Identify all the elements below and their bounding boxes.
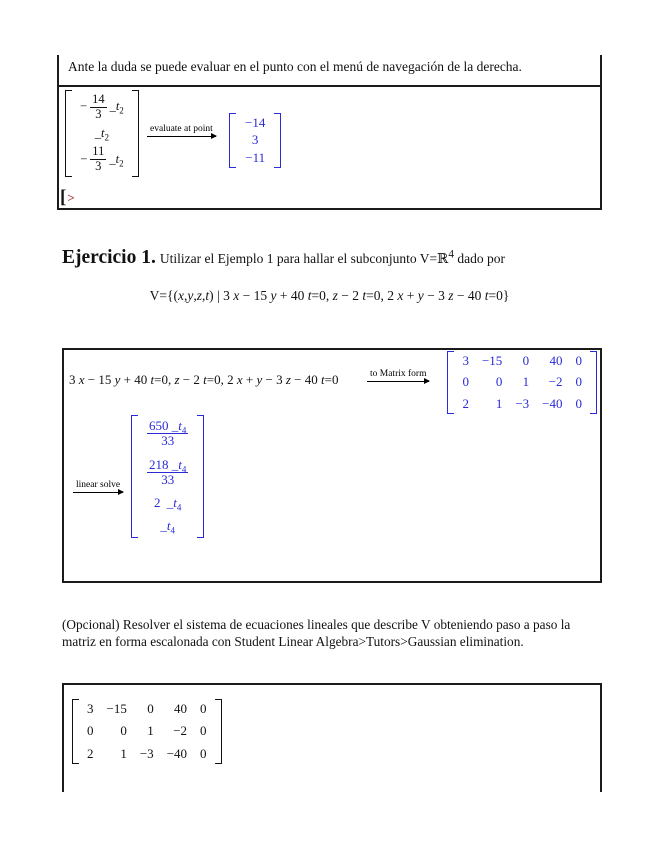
matrix-cell: 1 (522, 374, 530, 390)
arrow-line (73, 492, 123, 493)
matrix-cell: −2 (548, 374, 563, 390)
matrix-bracket (215, 699, 222, 764)
matrix-cell: 0 (495, 374, 503, 390)
arrow-label: evaluate at point (150, 124, 213, 134)
matrix-cell: 0 (200, 723, 207, 739)
exercise-title: Ejercicio 1. (62, 247, 156, 268)
matrix-cell: −40 (542, 395, 563, 411)
exercise-intro-tail: dado por (454, 251, 506, 266)
matrix-cell: 1 (495, 395, 503, 411)
matrix-bracket (132, 90, 139, 177)
matrix-bracket (131, 415, 138, 538)
linear-solve-arrow (73, 480, 123, 493)
matrix-cell: −15 (106, 701, 127, 716)
arrow-line (147, 136, 216, 137)
matrix-cell: 0 (147, 701, 154, 716)
matrix-cell: −15 (481, 353, 503, 368)
worksheet-group-top (57, 55, 602, 210)
reals-symbol: ℝ (437, 251, 449, 266)
reals-exponent: 4 (448, 248, 455, 261)
matrix-cell: 0 (575, 395, 582, 411)
matrix-bracket (274, 113, 281, 168)
matrix-cell: 2 (87, 745, 94, 761)
matrix-cell: 2 $\_t_4$ (154, 495, 182, 513)
parametric-solution-matrix (65, 90, 139, 177)
maple-input-prompt[interactable] (60, 188, 75, 207)
matrix-cell: −3 (515, 395, 530, 411)
matrix-cell: 0 (575, 374, 582, 390)
coefficient-matrix (447, 351, 597, 414)
matrix-cell: 40 (174, 701, 188, 716)
matrix-cell: −40 (166, 745, 188, 761)
matrix-cell: −11 (245, 149, 266, 165)
evaluation-output-region (59, 87, 600, 208)
prompt-bracket: [ (60, 187, 67, 208)
matrix-bracket (197, 415, 204, 538)
matrix-cell: 3 (251, 132, 259, 148)
matrix-cell: 3 (462, 353, 469, 368)
matrix-cell: $\_t_4$ (160, 518, 175, 537)
arrow-label: linear solve (76, 480, 121, 490)
arrow-label: to Matrix form (370, 369, 427, 379)
worksheet-group-work (62, 348, 602, 583)
matrix-cell: 0 (200, 745, 207, 761)
matrix-cell: −14 (245, 115, 266, 130)
matrix-cell: 1 (120, 745, 127, 761)
matrix-cell: 0 (522, 353, 530, 368)
matrix-cell: $\frac{650 \_t_4}{33}$ (149, 418, 187, 449)
matrix-bracket (590, 351, 597, 414)
matrix-cell: 0 (200, 701, 207, 716)
matrix-cell: −3 (139, 745, 154, 761)
optional-note: (Opcional) Resolver el sistema de ecuaciones lineales que describe V obteniendo paso a paso la matriz en forma escalonada con Student Linear Algebra>Tutors>Gaussian elimination. (62, 617, 571, 650)
note-text: Ante la duda se puede evaluar en el punto con el menú de navegación de la derecha. (59, 55, 600, 87)
matrix-cell: 40 (549, 353, 563, 368)
matrix-bracket (65, 90, 72, 177)
matrix-cell: 0 (120, 723, 127, 739)
matrix-bracket (72, 699, 79, 764)
set-definition: V={(x,y,z,t) | 3 x − 15 y + 40 t=0, z − 2 t=0, 2 x + y − 3 z − 40 t=0} (149, 288, 510, 303)
matrix-cell: 0 (462, 374, 469, 390)
solution-vector (131, 415, 204, 538)
matrix-cell: −2 (173, 723, 188, 739)
exercise-heading (62, 247, 505, 269)
matrix-cell: $\frac{218 \_t_4}{33}$ (149, 456, 187, 487)
matrix-cell: − $\frac{11}{3}$ $\_t_2$ (80, 144, 124, 173)
evaluated-result-matrix (229, 113, 281, 168)
matrix-bracket (447, 351, 454, 414)
evaluate-at-point-arrow (147, 124, 216, 137)
matrix-cell: 2 (462, 395, 469, 411)
matrix-cell: 3 (87, 701, 94, 716)
matrix-cell: 1 (147, 723, 154, 739)
arrow-line (367, 381, 429, 382)
to-matrix-form-arrow (367, 369, 429, 382)
exercise-intro-text: Utilizar el Ejemplo 1 para hallar el subconjunto V= (159, 251, 438, 266)
matrix-cell: − $\frac{14}{3}$ $\_t_2$ (80, 92, 124, 121)
matrix-cell: $\_t_2$ (94, 125, 110, 142)
worksheet-group-bottom (62, 683, 602, 792)
matrix-cell: 0 (575, 353, 582, 368)
matrix-bracket (229, 113, 236, 168)
prompt-caret-icon: > (67, 190, 75, 205)
system-equations: 3 x − 15 y + 40 t=0, z − 2 t=0, 2 x + y − 3 z − 40 t=0 (69, 372, 339, 387)
matrix-cell: 0 (87, 723, 94, 739)
augmented-matrix (72, 699, 222, 764)
